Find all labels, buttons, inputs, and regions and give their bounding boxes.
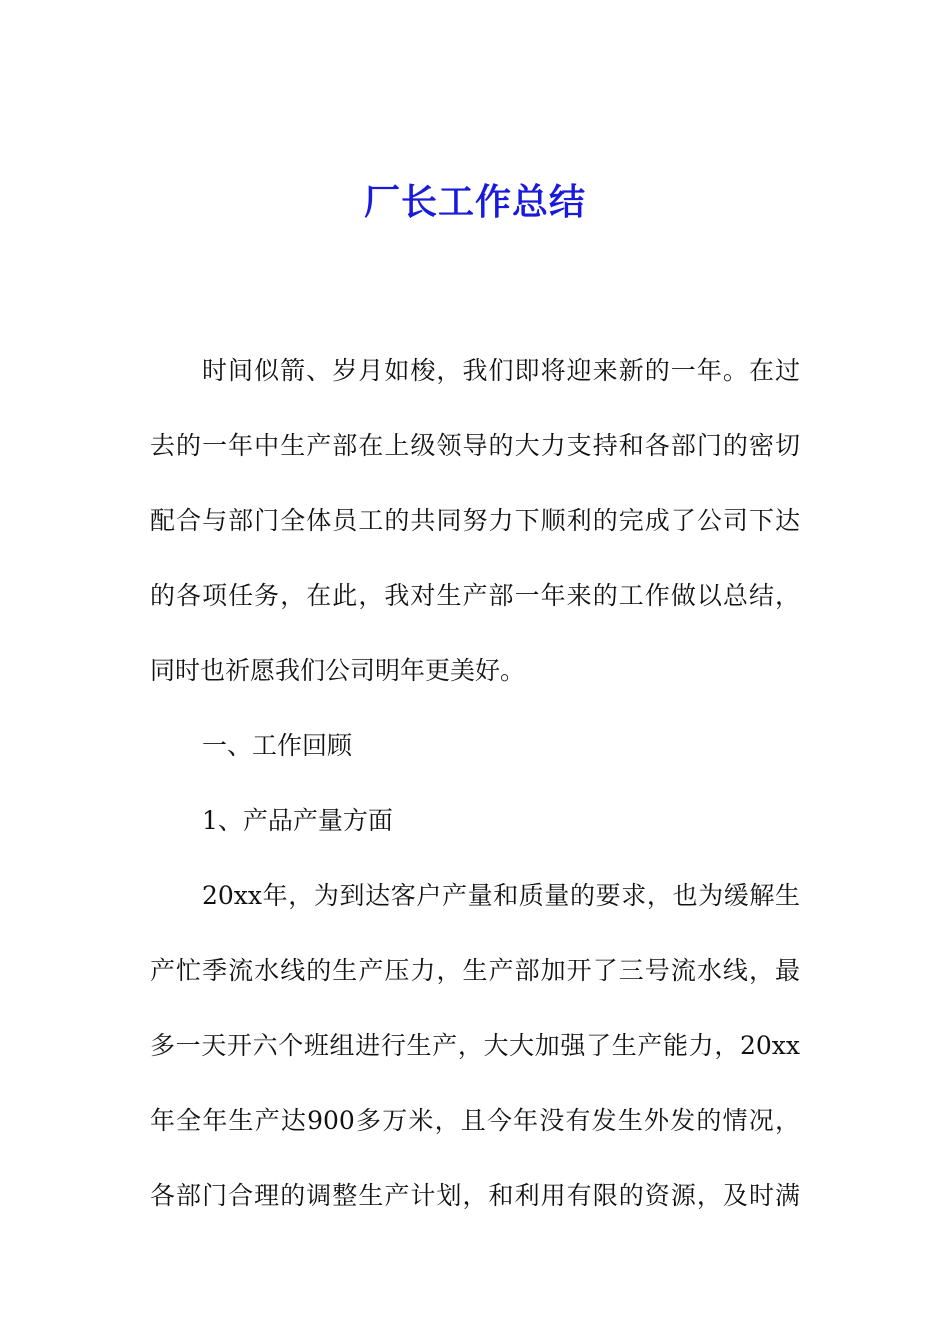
subsection-heading: 1、产品产量方面 <box>202 806 393 835</box>
paragraph-line: 去的一年中生产部在上级领导的大力支持和各部门的密切 <box>150 431 800 460</box>
paragraph-line: 年全年生产达900多万米，且今年没有发生外发的情况， <box>150 1106 800 1135</box>
paragraph-line: 的各项任务，在此，我对生产部一年来的工作做以总结， <box>150 581 800 610</box>
paragraph-line: 同时也祈愿我们公司明年更美好。 <box>150 656 526 685</box>
paragraph-line: 时间似箭、岁月如梭，我们即将迎来新的一年。在过 <box>202 356 800 385</box>
paragraph-line: 多一天开六个班组进行生产，大大加强了生产能力，20xx <box>150 1031 800 1060</box>
document-body <box>150 333 800 1233</box>
paragraph-line: 配合与部门全体员工的共同努力下顺利的完成了公司下达 <box>150 506 800 535</box>
paragraph-line: 各部门合理的调整生产计划，和利用有限的资源，及时满 <box>150 1181 800 1210</box>
section-heading: 一、工作回顾 <box>202 731 353 760</box>
document-title: 厂长工作总结 <box>363 181 586 223</box>
paragraph-line: 产忙季流水线的生产压力，生产部加开了三号流水线，最 <box>150 956 800 985</box>
paragraph-line: 20xx年，为到达客户产量和质量的要求，也为缓解生 <box>202 881 800 910</box>
